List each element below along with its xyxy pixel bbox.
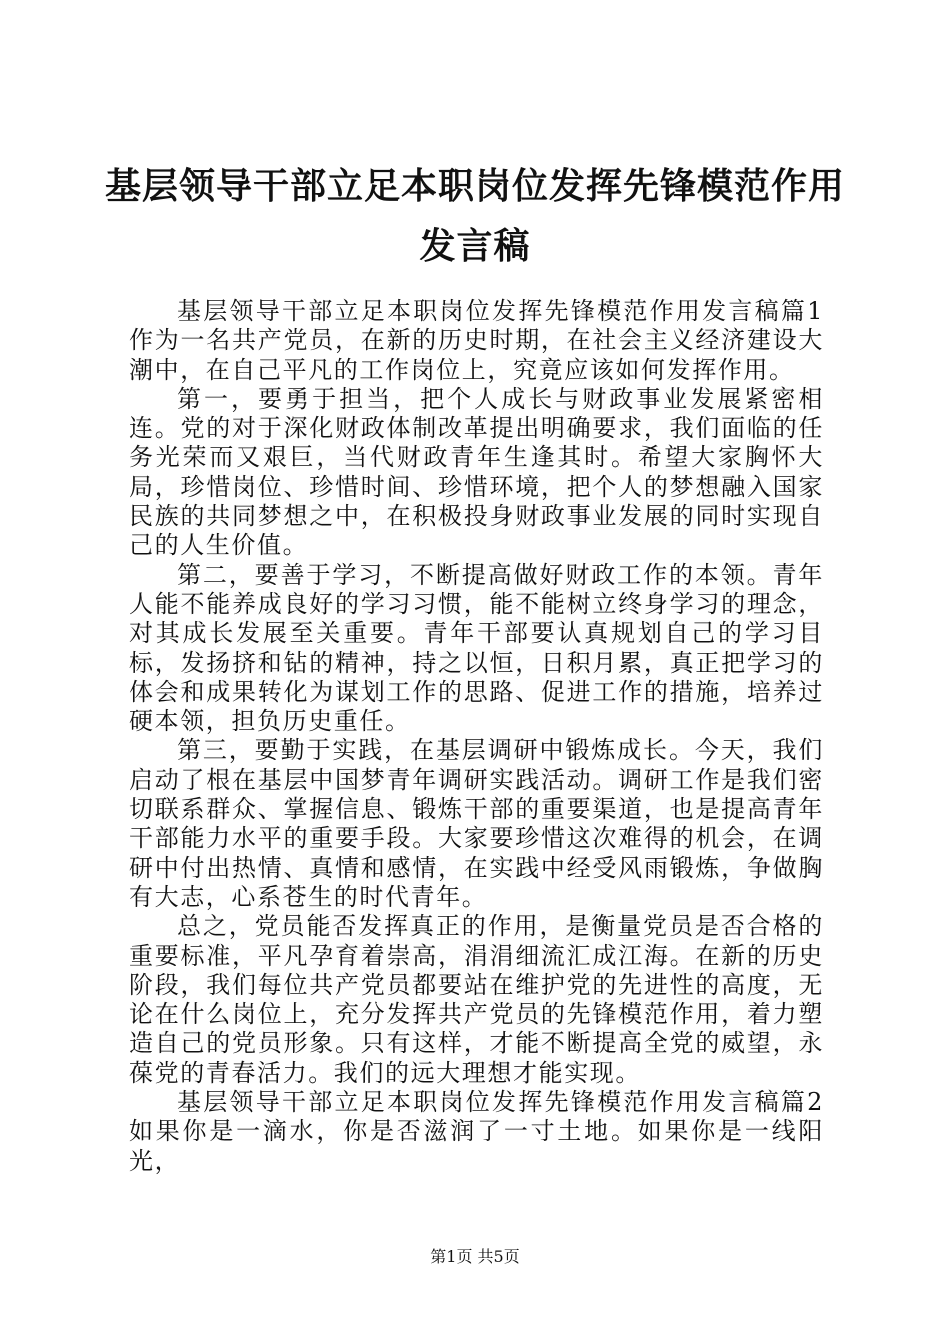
paragraph-2: 第一，要勇于担当，把个人成长与财政事业发展紧密相连。党的对于深化财政体制改革提出明确要求，我们面临的任务光荣而又艰巨，当代财政青年生逢其时。希望大家胸怀大局，珍惜岗位、珍惜时间、珍惜环境，把个人的梦想融入国家民族的共同梦想之中，在积极投身财政事业发展的同时实现自己的人生价值。 <box>129 384 824 560</box>
paragraph-1: 基层领导干部立足本职岗位发挥先锋模范作用发言稿篇1作为一名共产党员，在新的历史时期，在社会主义经济建设大潮中，在自己平凡的工作岗位上，究竟应该如何发挥作用。 <box>129 297 824 384</box>
document-title-line-2: 发言稿 <box>419 226 531 267</box>
document-title-line-1: 基层领导干部立足本职岗位发挥先锋模范作用 <box>104 166 845 207</box>
paragraph-3: 第二，要善于学习，不断提高做好财政工作的本领。青年人能不能养成良好的学习习惯，能不能树立终身学习的理念，对其成长发展至关重要。青年干部要认真规划自己的学习目标，发扬挤和钻的精神，持之以恒，日积月累，真正把学习的体会和成果转化为谋划工作的思路、促进工作的措施，培养过硬本领，担负历史重任。 <box>129 560 824 736</box>
paragraph-4: 第三，要勤于实践，在基层调研中锻炼成长。今天，我们启动了根在基层中国梦青年调研实践活动。调研工作是我们密切联系群众、掌握信息、锻炼干部的重要渠道，也是提高青年干部能力水平的重要手段。大家要珍惜这次难得的机会，在调研中付出热情、真情和感情，在实践中经受风雨锻炼，争做胸有大志，心系苍生的时代青年。 <box>129 736 824 911</box>
page-number-footer: 第1页 共5页 <box>430 1247 520 1266</box>
paragraph-6: 基层领导干部立足本职岗位发挥先锋模范作用发言稿篇2如果你是一滴水，你是否滋润了一寸土地。如果你是一线阳光， <box>129 1088 824 1175</box>
paragraph-5: 总之，党员能否发挥真正的作用，是衡量党员是否合格的重要标准，平凡孕育着崇高，涓涓细流汇成江海。在新的历史阶段，我们每位共产党员都要站在维护党的先进性的高度，无论在什么岗位上，充分发挥共产党员的先锋模范作用，着力塑造自己的党员形象。只有这样，才能不断提高全党的威望，永葆党的青春活力。我们的远大理想才能实现。 <box>129 912 824 1087</box>
document-body <box>129 297 824 1176</box>
